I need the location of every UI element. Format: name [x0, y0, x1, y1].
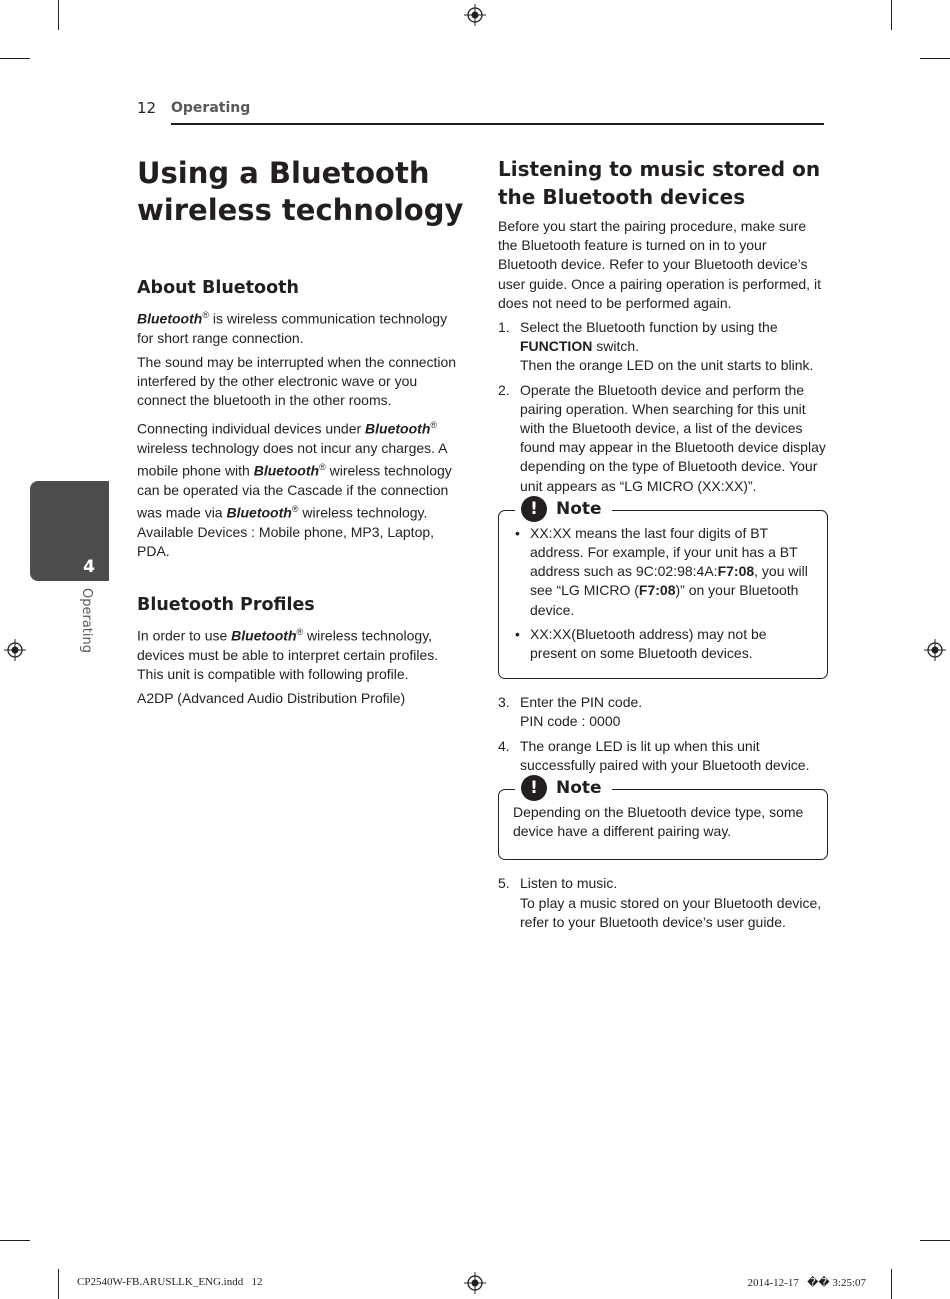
crop-mark	[920, 58, 950, 59]
listening-heading: Listening to music stored on the Bluetooth devices	[498, 157, 821, 209]
steps-list	[498, 318, 828, 496]
note-header	[515, 775, 612, 801]
left-column	[137, 155, 467, 714]
step-3: 3. Enter the PIN code. PIN code : 0000	[498, 694, 643, 730]
registered-mark: ®	[296, 627, 304, 638]
page-number: 12	[137, 99, 157, 117]
profiles-heading: Bluetooth Profiles	[137, 595, 315, 616]
note-item: • XX:XX(Bluetooth address) may not be present on some Bluetooth devices.	[513, 625, 813, 663]
steps-list	[498, 693, 828, 775]
registered-mark: ®	[291, 503, 299, 514]
profiles-paragraph-1: In order to use Bluetooth® wireless technology, devices must be able to interpret certain profiles. This unit is compatible with following profile.	[137, 627, 439, 683]
footer-datetime: 2014-12-17 �� 3:25:07	[747, 1277, 866, 1289]
note-box-2	[498, 778, 828, 860]
exclamation-icon: !	[521, 775, 547, 801]
note-box-1	[498, 498, 828, 679]
crop-mark	[891, 1269, 892, 1299]
chapter-label: Operating	[79, 588, 94, 653]
profiles-paragraph-2: A2DP (Advanced Audio Distribution Profile)	[137, 690, 406, 707]
registration-mark-icon	[464, 1272, 486, 1294]
note-header	[515, 496, 612, 522]
about-paragraph-2: The sound may be interrupted when the connection interfered by the other electronic wave or you connect the bluetooth in the other rooms.	[137, 354, 457, 409]
note-item: • XX:XX means the last four digits of BT address. For example, if your unit has a BT address such as 9C:02:98:4A:F7:08, you will see “LG MICRO (F7:08)” on your Bluetooth device.	[513, 524, 813, 620]
step-1: 1. Select the Bluetooth function by using the FUNCTION switch. Then the orange LED on the unit starts to blink.	[498, 319, 814, 374]
listening-intro: Before you start the pairing procedure, make sure the Bluetooth feature is turned on in to your Bluetooth device. Refer to your Bluetooth device’s user guide. Once a pairing operation is performed, it does not need to be performed again.	[498, 218, 821, 311]
note-text: Depending on the Bluetooth device type, some device have a different pairing way.	[513, 804, 804, 840]
note-list	[513, 524, 813, 663]
step-4: 4. The orange LED is lit up when this unit successfully paired with your Bluetooth device.	[498, 737, 810, 773]
registration-mark-icon	[464, 4, 486, 26]
crop-mark	[0, 58, 30, 59]
chapter-number: 4	[83, 557, 95, 577]
right-column	[498, 155, 828, 937]
crop-mark	[891, 0, 892, 30]
steps-list	[498, 874, 828, 932]
brand-text: Bluetooth	[226, 504, 292, 521]
chapter-tab	[30, 481, 109, 581]
page-title: Using a Bluetooth wireless technology	[137, 156, 464, 227]
header-rule	[171, 123, 824, 125]
exclamation-icon: !	[521, 496, 547, 522]
crop-mark	[58, 1269, 59, 1299]
brand-text: Bluetooth	[253, 462, 320, 479]
registration-mark-icon	[924, 639, 946, 661]
crop-mark	[920, 1240, 950, 1241]
registered-mark: ®	[319, 461, 326, 472]
section-title: Operating	[171, 100, 251, 116]
crop-mark	[58, 0, 59, 30]
about-paragraph-1: Bluetooth® is wireless communication technology for short range connection.	[137, 310, 448, 346]
about-heading: About Bluetooth	[137, 278, 299, 298]
footer-file: CP2540W-FB.ARUSLLK_ENG.indd 12	[77, 1276, 263, 1288]
brand-text: Bluetooth	[137, 310, 203, 327]
registration-mark-icon	[4, 639, 26, 661]
note-label: Note	[556, 498, 602, 519]
crop-mark	[0, 1240, 30, 1241]
brand-text: Bluetooth	[365, 420, 431, 437]
note-label: Note	[556, 778, 602, 799]
about-paragraph-3: Connecting individual devices under Bluetooth® wireless technology does not incur any charges. A mobile phone with Bluetooth® wireless technology can be operated via the Cascade if the connection was made via Bluetooth® wireless technology. Available Devices : Mobile phone, MP3, Laptop, PDA.	[137, 419, 452, 559]
registered-mark: ®	[430, 419, 438, 430]
step-2: 2. Operate the Bluetooth device and perform the pairing operation. When searching for this unit with the Bluetooth device, a list of the devices found may appear in the Bluetooth device display depending on the type of Bluetooth device. Your unit appears as “LG MICRO (XX:XX)”.	[498, 381, 826, 494]
step-5: 5. Listen to music. To play a music stored on your Bluetooth device, refer to your Bluetooth device’s user guide.	[498, 875, 822, 930]
registered-mark: ®	[202, 310, 209, 320]
brand-text: Bluetooth	[231, 627, 297, 644]
